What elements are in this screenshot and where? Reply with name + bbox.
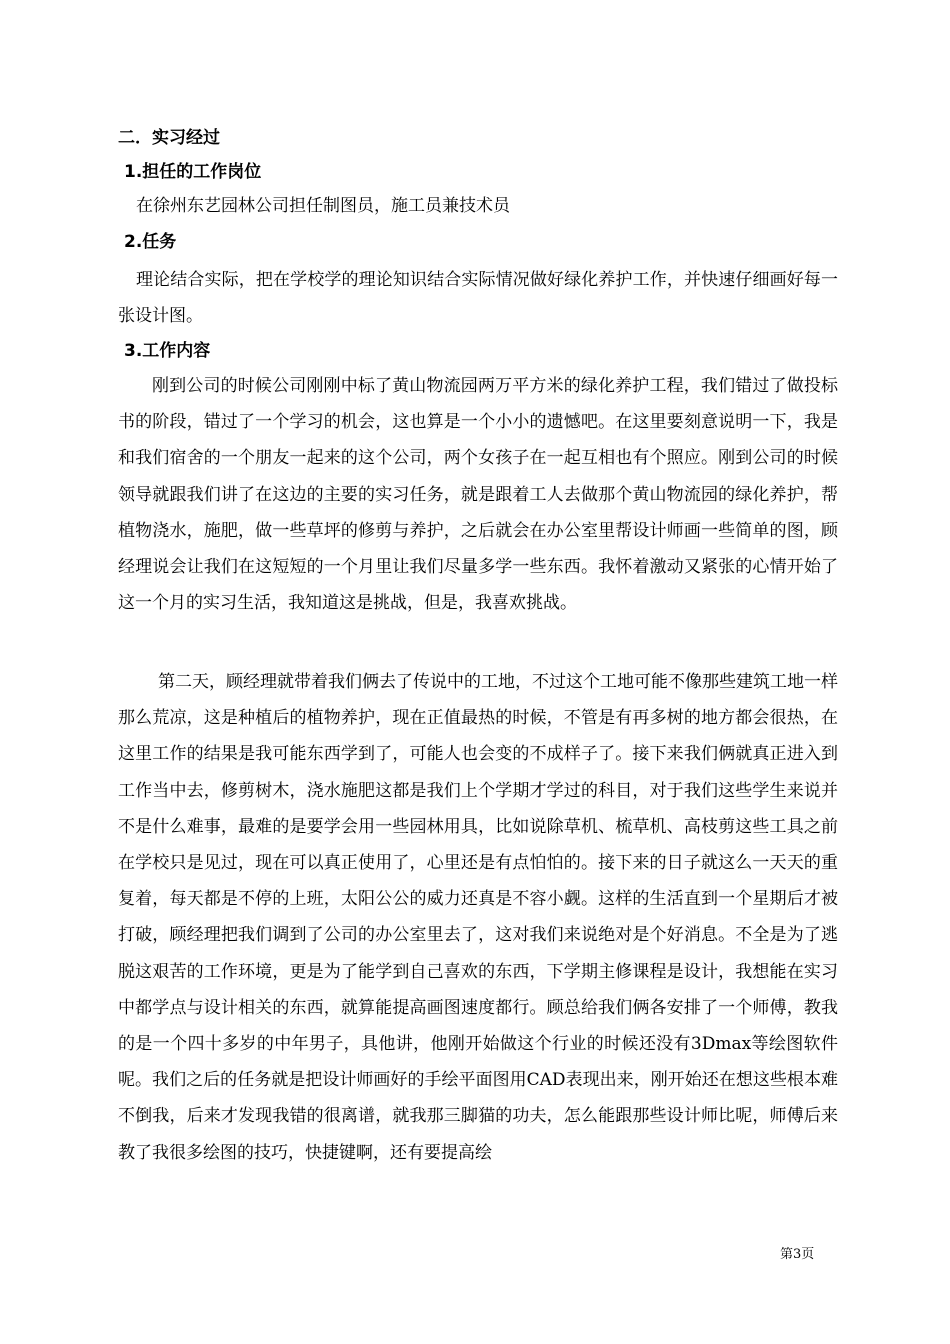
subsection-heading-work-content: 3.工作内容	[124, 341, 211, 361]
task-text: 理论结合实际，把在学校学的理论知识结合实际情况做好绿化养护工作，并快速仔细画好每一张设计图。	[118, 270, 838, 327]
section-title: 二．实习经过	[118, 128, 220, 148]
subsection-heading-job-position: 1.担任的工作岗位	[124, 162, 262, 182]
work-content-paragraph: 第二天，顾经理就带着我们俩去了传说中的工地，不过这个工地可能不像那些建筑工地一样那么荒凉，这是种植后的植物养护，现在正值最热的时候，不管是有再多树的地方都会很热，在这里工作的结果是我可能东西学到了，可能人也会变的不成样子了。接下来我们俩就真正进入到工作当中去，修剪树木，浇水施肥这都是我们上个学期才学过的科目，对于我们这些学生来说并不是什么难事，最难的是要学会用一些园林用具，比如说除草机、梳草机、高枝剪这些工具之前在学校只是见过，现在可以真正使用了，心里还是有点怕怕的。接下来的日子就这么一天天的重复着，每天都是不停的上班，太阳公公的威力还真是不容小觑。这样的生活直到一个星期后才被打破，顾经理把我们调到了公司的办公室里去了，这对我们来说绝对是个好消息。不全是为了逃脱这艰苦的工作环境，更是为了能学到自己喜欢的东西，下学期主修课程是设计，我想能在实习中都学点与设计相关的东西，就算能提高画图速度都行。顾总给我们俩各安排了一个师傅，教我的是一个四十多岁的中年男子，具他讲，他刚开始做这个行业的时候还没有3Dmax等绘图软件呢。我们之后的任务就是把设计师画好的手绘平面图用CAD表现出来，刚开始还在想这些根本难不倒我，后来才发现我错的很离谱，就我那三脚猫的功夫，怎么能跟那些设计师比呢，师傅后来教了我很多绘图的技巧，快捷键啊，还有要提高绘	[118, 672, 838, 1163]
subsection-heading-task: 2.任务	[124, 232, 177, 252]
page-number: 第3页	[780, 1247, 815, 1262]
work-content-paragraph: 刚到公司的时候公司刚刚中标了黄山物流园两万平方米的绿化养护工程，我们错过了做投标书的阶段，错过了一个学习的机会，这也算是一个小小的遗憾吧。在这里要刻意说明一下，我是和我们宿舍的一个朋友一起来的这个公司，两个女孩子在一起互相也有个照应。刚到公司的时候领导就跟我们讲了在这边的主要的实习任务，就是跟着工人去做那个黄山物流园的绿化养护，帮植物浇水，施肥，做一些草坪的修剪与养护，之后就会在办公室里帮设计师画一些简单的图，顾经理说会让我们在这短短的一个月里让我们尽量多学一些东西。我怀着激动又紧张的心情开始了这一个月的实习生活，我知道这是挑战，但是，我喜欢挑战。	[118, 376, 838, 614]
job-position-text: 在徐州东艺园林公司担任制图员，施工员兼技术员	[136, 196, 510, 216]
